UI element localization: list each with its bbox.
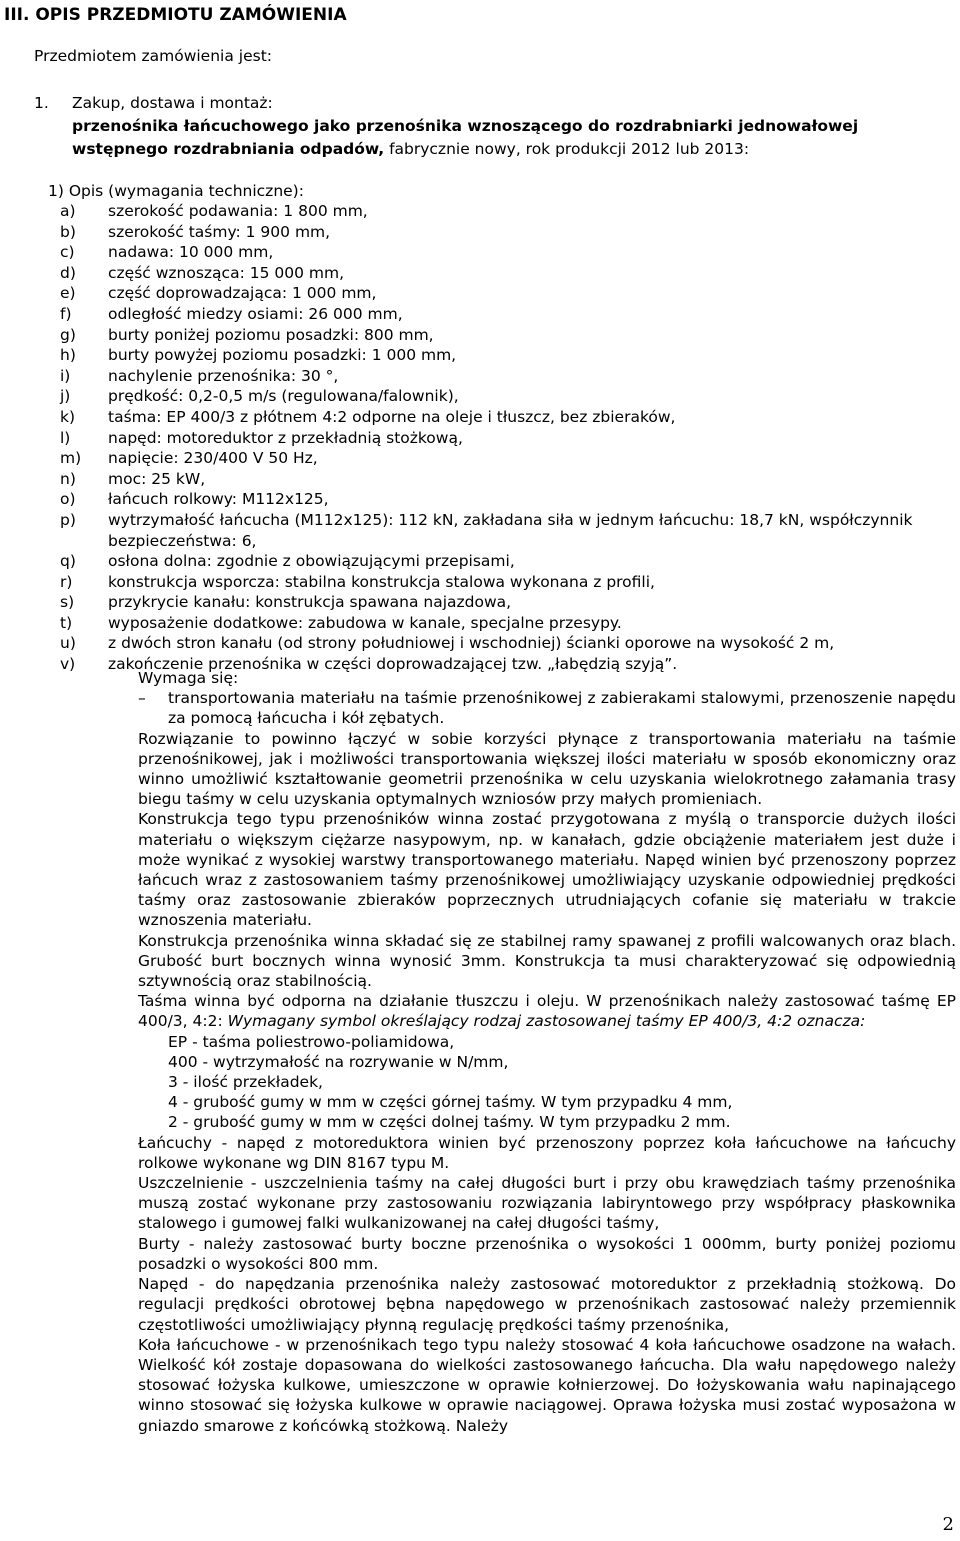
list-item	[48, 551, 956, 572]
item-1-description	[72, 115, 956, 161]
item-1	[34, 92, 956, 161]
list-item	[48, 633, 956, 654]
item-text: konstrukcja wsporcza: stabilna konstrukcja stalowa wykonana z profili,	[108, 572, 655, 591]
item-text: napięcie: 230/400 V 50 Hz,	[108, 449, 318, 468]
list-item	[48, 489, 956, 510]
list-item	[48, 592, 956, 613]
item-letter: t)	[60, 613, 73, 632]
dash-mark: –	[138, 689, 146, 708]
item-letter: p)	[60, 510, 76, 529]
tape-item: 4 - grubość gumy w mm w części górnej taśmy. W tym przypadku 4 mm,	[168, 1093, 733, 1112]
item-letter: l)	[60, 428, 71, 447]
item-text: burty powyżej poziomu posadzki: 1 000 mm,	[108, 346, 457, 365]
item-1-number: 1.	[34, 94, 49, 112]
paragraph: Łańcuchy - napęd z motoreduktora winien być przenoszony poprzez koła łańcuchowe na łańcuchy rolkowe wykonane wg DIN 8167 typu M.	[138, 1133, 956, 1172]
paragraph: Rozwiązanie to powinno łączyć w sobie korzyści płynące z transportowania materiału na taśmie przenośnikowej, jak i możliwości transportowania większej ilości materiału w sposób ekonomiczny oraz winno umożliwić kształtowanie geometrii przenośnika w celu uzyskania wielokrotnego załamania trasy biegu taśmy w celu uzyskania optymalnych wzniosów przy małych promieniach.	[138, 729, 956, 809]
item-text: burty poniżej poziomu posadzki: 800 mm,	[108, 325, 434, 344]
dash-item-text: transportowania materiału na taśmie przenośnikowej z zabierakami stalowymi, przenoszenie napędu za pomocą łańcucha i kół zębatych.	[168, 689, 956, 728]
item-letter: g)	[60, 325, 76, 344]
list-item	[48, 345, 956, 366]
item-text: łańcuch rolkowy: M112x125,	[108, 490, 329, 509]
list-item	[48, 469, 956, 490]
item-letter: b)	[60, 222, 76, 241]
intro-text: Przedmiotem zamówienia jest:	[34, 47, 272, 65]
item-letter: d)	[60, 263, 76, 282]
item-text: napęd: motoreduktor z przekładnią stożkową,	[108, 428, 463, 447]
item-letter: f)	[60, 304, 72, 323]
list-item	[48, 304, 956, 325]
tape-item: EP - taśma poliestrowo-poliamidowa,	[168, 1032, 455, 1051]
item-text: szerokość podawania: 1 800 mm,	[108, 202, 368, 220]
dash-item	[138, 688, 956, 728]
section-title: III. OPIS PRZEDMIOTU ZAMÓWIENIA	[4, 5, 347, 25]
item-letter: h)	[60, 346, 76, 365]
item-letter: s)	[60, 593, 75, 612]
list-item	[48, 407, 956, 428]
item-text: zakończenie przenośnika w części doprowadzającej tzw. „łabędzią szyją”.	[108, 655, 678, 674]
item-text: przykrycie kanału: konstrukcja spawana najazdowa,	[108, 593, 512, 612]
item-text: z dwóch stron kanału (od strony południowej i wschodniej) ścianki oporowe na wysokość 2 m,	[108, 634, 835, 653]
item-letter: m)	[60, 449, 82, 468]
paragraph: Koła łańcuchowe - w przenośnikach tego typu należy stosować 4 koła łańcuchowe osadzone na wałach. Wielkość kół zostaje dopasowana do wielkości zastosowanego łańcucha. Dla wału napędowego należy stosować łożyska kulkowe, umieszczone w oprawie kołnierzowej. Do łożyskowania wału napinającego winno stosować się łożyska kulkowe w oprawie naciągowej. Oprawa łożyska musi zostać wyposażona w gniazdo smarowe z końcówką stożkową. Należy	[138, 1335, 956, 1435]
tape-item: 3 - ilość przekładek,	[168, 1073, 323, 1092]
item-letter: n)	[60, 469, 76, 488]
item-letter: r)	[60, 572, 73, 591]
item-letter: k)	[60, 407, 76, 426]
item-text: osłona dolna: zgodnie z obowiązującymi przepisami,	[108, 552, 515, 571]
item-letter: q)	[60, 552, 76, 571]
list-item	[48, 283, 956, 304]
item-letter: u)	[60, 634, 76, 653]
list-item	[48, 222, 956, 243]
item-text: nadawa: 10 000 mm,	[108, 243, 274, 262]
paragraph: Uszczelnienie - uszczelnienia taśmy na całej długości burt i przy obu krawędziach taśmy przenośnika muszą zostać wykonane przy zastosowaniu rozwiązania labiryntowego przy współpracy płaskownika stalowego i gumowej falki wulkanizowanej na całej długości taśmy,	[138, 1174, 956, 1233]
technical-requirements	[48, 181, 956, 675]
item-text: część wznosząca: 15 000 mm,	[108, 263, 345, 282]
tape-item: 2 - grubość gumy w mm w części dolnej taśmy. W tym przypadku 2 mm.	[168, 1113, 731, 1132]
paragraph: Konstrukcja przenośnika winna składać się ze stabilnej ramy spawanej z profili walcowanych oraz blach. Grubość burt bocznych winna wynosić 3mm. Konstrukcja ta musi charakteryzować się odpowiednią sztywnością oraz stabilnością.	[138, 931, 956, 991]
list-item	[48, 428, 956, 449]
item-text: szerokość taśmy: 1 900 mm,	[108, 222, 331, 241]
item-text: wytrzymałość łańcucha (M112x125): 112 kN, zakładana siła w jednym łańcuchu: 18,7 kN, współczynnik bezpieczeństwa: 6,	[108, 510, 913, 550]
list-item	[48, 263, 956, 284]
paragraph-plain: Taśma winna być odporna na działanie tłuszczu i oleju. W przenośnikach należy zastosować taśmę EP 400/3, 4:2:	[138, 992, 956, 1031]
item-letter: o)	[60, 490, 76, 509]
item-text: część doprowadzająca: 1 000 mm,	[108, 284, 377, 303]
item-letter: i)	[60, 366, 71, 385]
paragraph: Konstrukcja tego typu przenośników winna zostać przygotowana z myślą o transporcie dużych ilości materiału o większym ciężarze nasypowym, np. w kanałach, gdzie obciążenie materiałem jest duże i może wynikać z wysokiej warstwy transportowanego materiału. Napęd winien być przenoszony poprzez łańcuch wraz z zastosowaniem taśmy przenośnikowej umożliwiający uzyskanie odpowiedniej prędkości taśmy oraz zastosowanie zbieraków poprzecznych utrudniających cofanie się materiału w trakcie wznoszenia materiału.	[138, 810, 956, 930]
paragraph-italic: Wymagany symbol określający rodzaj zastosowanej taśmy EP 400/3, 4:2 oznacza:	[227, 1012, 866, 1031]
item-text: nachylenie przenośnika: 30 °,	[108, 366, 339, 385]
list-item	[48, 201, 956, 222]
page-number: 2	[942, 1514, 954, 1535]
list-item	[48, 572, 956, 593]
paragraph: Burty - należy zastosować burty boczne przenośnika o wysokości 1 000mm, burty poniżej poziomu posadzki o wysokości 800 mm.	[138, 1234, 956, 1273]
requirements-block	[138, 668, 956, 1436]
item-text: wyposażenie dodatkowe: zabudowa w kanale, specjalne przesypy.	[108, 613, 622, 632]
paragraph: Napęd - do napędzania przenośnika należy zastosować motoreduktor z przekładnią stożkową. Do regulacji prędkości obrotowej bębna napędowego w przenośnikach zastosować należy przemiennik częstotliwości umożliwiający płynną regulację prędkości taśmy przenośnika,	[138, 1275, 956, 1334]
item-letter: e)	[60, 284, 76, 303]
list-item	[48, 366, 956, 387]
item-letter: c)	[60, 243, 75, 262]
item-1-rest-text: fabrycznie nowy, rok produkcji 2012 lub 2013:	[384, 140, 750, 158]
item-letter: v)	[60, 655, 76, 674]
item-letter: j)	[60, 387, 71, 406]
list-item	[48, 613, 956, 634]
item-text: taśma: EP 400/3 z płótnem 4:2 odporne na oleje i tłuszcz, bez zbieraków,	[108, 407, 676, 426]
list-item	[48, 242, 956, 263]
paragraph	[138, 991, 956, 1031]
list-item	[48, 448, 956, 469]
tape-item: 400 - wytrzymałość na rozrywanie w N/mm,	[168, 1052, 509, 1071]
item-letter: a)	[60, 202, 76, 220]
item-1-line1: Zakup, dostawa i montaż:	[72, 94, 273, 112]
item-text: prędkość: 0,2-0,5 m/s (regulowana/falownik),	[108, 387, 459, 406]
params-list	[48, 201, 956, 675]
opis-header: 1) Opis (wymagania techniczne):	[48, 182, 304, 200]
list-item	[48, 510, 956, 551]
list-item	[48, 386, 956, 407]
item-text: odległość miedzy osiami: 26 000 mm,	[108, 304, 403, 323]
list-item	[48, 325, 956, 346]
requirements-header: Wymaga się:	[138, 669, 239, 687]
item-1-bold-text: przenośnika łańcuchowego jako przenośnika wznoszącego do rozdrabniarki jednowałowej wstępnego rozdrabniania odpadów,	[72, 117, 859, 158]
item-text: moc: 25 kW,	[108, 469, 206, 488]
